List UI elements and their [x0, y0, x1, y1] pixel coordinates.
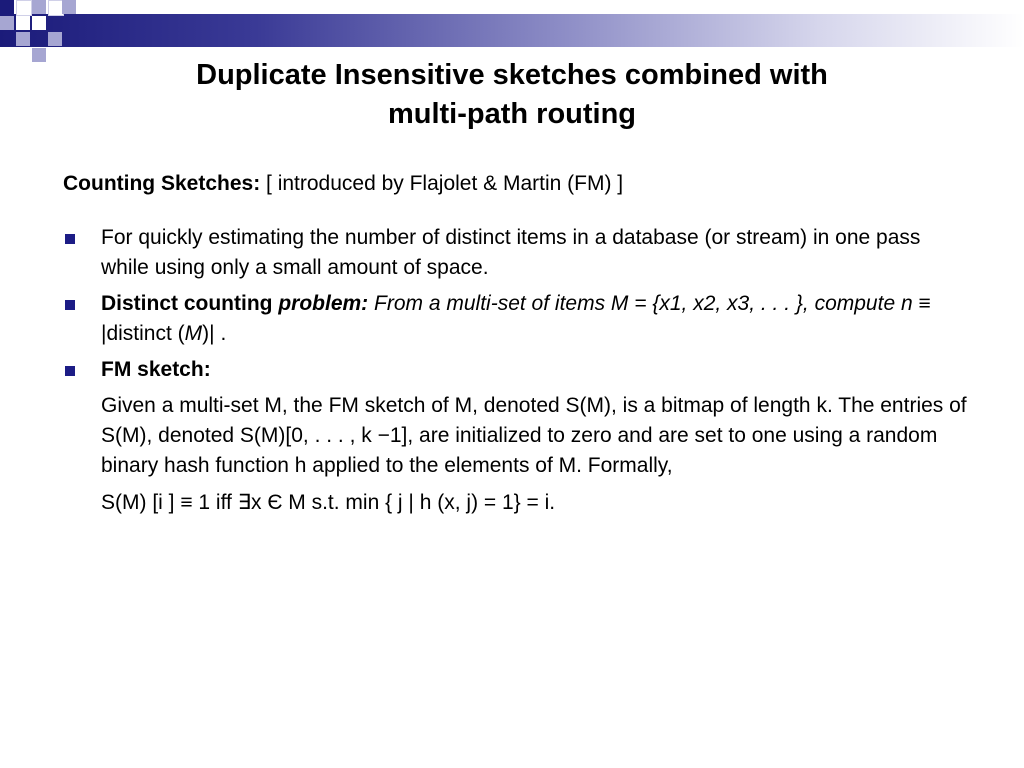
decoration-square [0, 0, 14, 14]
decoration-square [48, 32, 62, 46]
header-decoration-bar [0, 14, 1024, 47]
bullet-square-icon [65, 366, 75, 376]
bullet-square-icon [65, 300, 75, 310]
decoration-square [32, 16, 46, 30]
fm-sketch-formula: S(M) [i ] ≡ 1 iff ∃x Є M s.t. min { j | h (x, j) = 1} = i. [101, 491, 556, 514]
subheading-text: [ introduced by Flajolet & Martin (FM) ] [260, 172, 624, 195]
decoration-square [62, 0, 76, 14]
bullet-item [63, 355, 973, 385]
bullet-text-end: )| . [202, 322, 227, 345]
decoration-square [16, 0, 32, 16]
decoration-square [32, 0, 46, 14]
bullet-square-icon [65, 234, 75, 244]
bullet-item [63, 223, 973, 283]
subheading-label: Counting Sketches: [63, 172, 261, 195]
subheading [63, 170, 623, 198]
fm-sketch-paragraph: Given a multi-set M, the FM sketch of M, denoted S(M), is a bitmap of length k. The entries of S(M), denoted S(M)[0, . . . , k −1], are initialized to zero and are set to one using a random binary hash function h applied to the elements of M. Formally, [101, 394, 967, 477]
title-line-2: multi-path routing [387, 98, 637, 130]
decoration-square [0, 16, 14, 30]
bullet-list [63, 223, 973, 518]
equivalence-symbol: ≡ [918, 292, 931, 315]
bullet-label: FM sketch: [101, 358, 211, 381]
bullet-item [63, 289, 973, 349]
decoration-square [16, 16, 30, 30]
slide-title [0, 56, 1024, 134]
title-line-1: Duplicate Insensitive sketches combined with [196, 59, 828, 91]
bullet-text: For quickly estimating the number of distinct items in a database (or stream) in one pass while using only a small amount of space. [101, 226, 921, 279]
multiset-symbol: M [184, 322, 203, 345]
decoration-square [16, 32, 30, 46]
bullet-text-italic: From a multi-set of items M = {x1, x2, x3, . . . }, compute n [374, 292, 913, 315]
bullet-label-italic: problem: [278, 292, 369, 315]
bullet-label: Distinct counting [101, 292, 273, 315]
bullet-text: |distinct ( [101, 322, 185, 345]
